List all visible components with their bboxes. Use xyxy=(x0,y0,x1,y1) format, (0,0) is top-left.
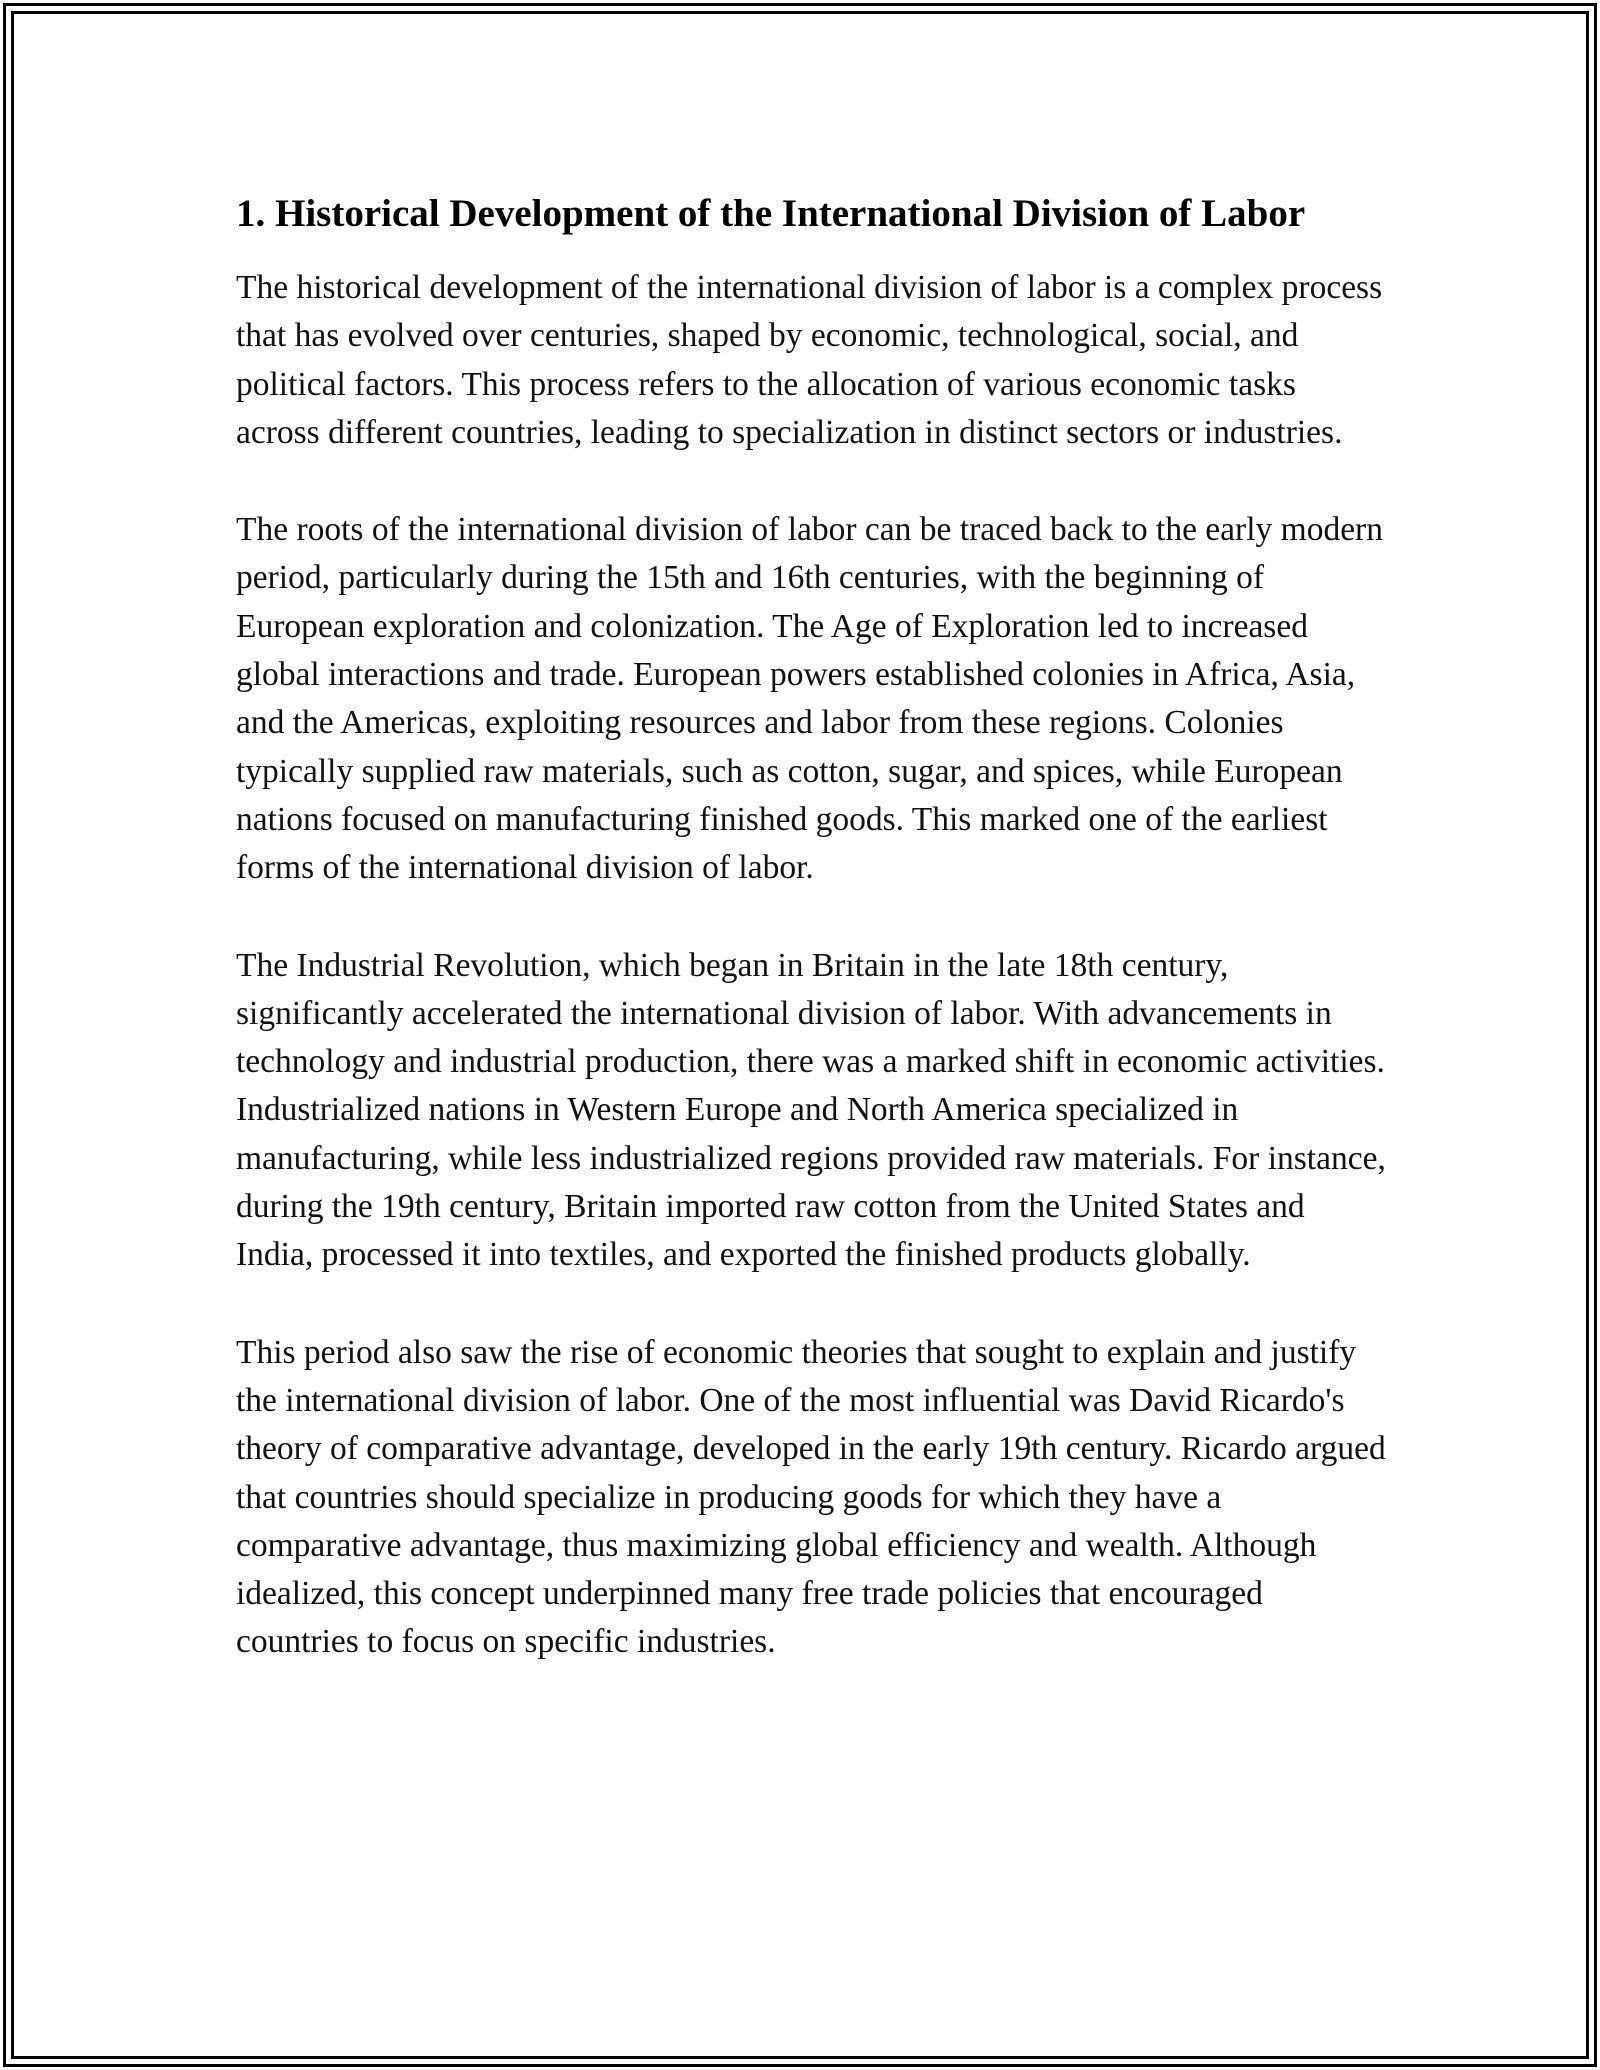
section-heading: 1. Historical Development of the International Division of Labor xyxy=(236,192,1306,235)
paragraph-economic-theories: This period also saw the rise of economic theories that sought to explain and justify the international division of labor. One of the most influential was David Ricardo's theory of comparative advantage, developed in the early 19th century. Ricardo argued that countries should specialize in producing goods for which they have a comparative advantage, thus maximizing global efficiency and wealth. Although idealized, this concept underpinned many free trade policies that encouraged countries to focus on specific industries. xyxy=(236,1333,1386,1661)
document-body xyxy=(236,186,1386,1716)
paragraph-intro: The historical development of the international division of labor is a complex process that has evolved over centuries, shaped by economic, technological, social, and political factors. This process refers to the allocation of various economic tasks across different countries, leading to specialization in distinct sectors or industries. xyxy=(236,269,1383,451)
paragraph-early-modern: The roots of the international division of labor can be traced back to the early modern period, particularly during the 15th and 16th centuries, with the beginning of European exploration and colonization. The Age of Exploration led to increased global interactions and trade. European powers established colonies in Africa, Asia, and the Americas, exploiting resources and labor from these regions. Colonies typically supplied raw materials, such as cotton, sugar, and spices, while European nations focused on manufacturing finished goods. This marked one of the earliest forms of the international division of labor. xyxy=(236,511,1383,887)
paragraph-industrial-revolution: The Industrial Revolution, which began in Britain in the late 18th century, significantly accelerated the international division of labor. With advancements in technology and industrial production, there was a marked shift in economic activities. Industrialized nations in Western Europe and North America specialized in manufacturing, while less industrialized regions provided raw materials. For instance, during the 19th century, Britain imported raw cotton from the United States and India, processed it into textiles, and exported the finished products globally. xyxy=(236,946,1386,1274)
